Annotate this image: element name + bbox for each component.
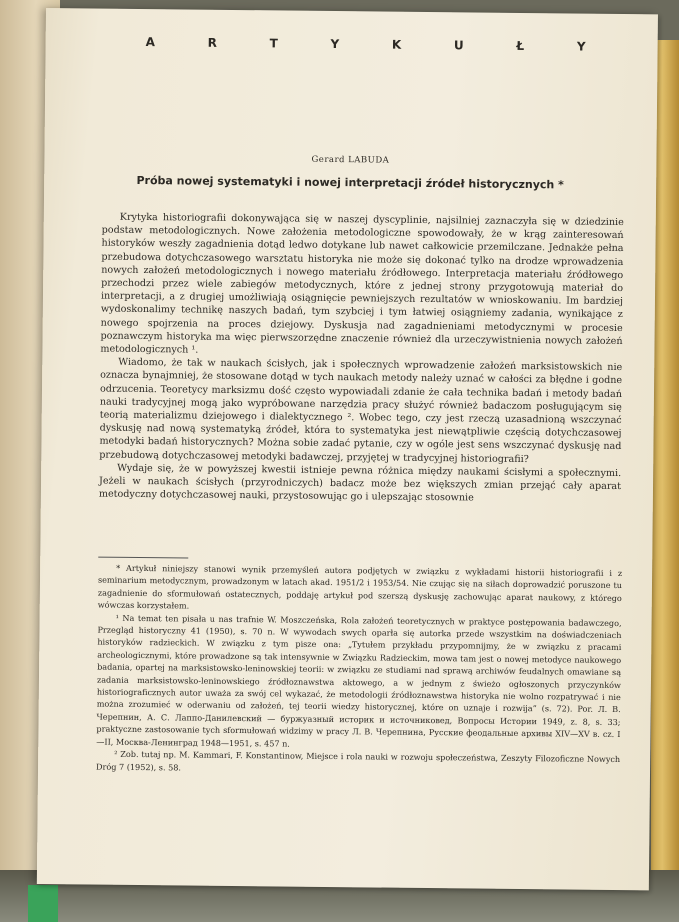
header-letter: Y: [576, 39, 586, 54]
book-page: [37, 8, 658, 890]
body-paragraph: Wiadomo, że tak w naukach ścisłych, jak i społecznych wprowadzenie założeń marksistowskich nie oznacza bynajmniej, że stosowane dotąd w tych naukach metody należy uznać w całości za błędne i godne odrzucenia. Teoretycy marksizmu dość często wypowiadali zdanie że cała technika badań i metody badań nauki tradycyjnej mogą jako wypróbowane narzędzia pracy służyć również badaczom posługującym się teorią materializmu dziejowego i dialektycznego ². Wobec tego, czy jest rzeczą uzasadnioną wszczynać dyskusję nad nową systematyką źródeł, która to systematyka jest niewątpliwie częścią dotychczasowej metodyki badań historycznych? Można sobie zadać pytanie, czy w ogóle jest sens wszczynać dyskusję nad przebudową dotychczasowej metodyki badawczej, przyjętej w tradycyjnej historiografii?: [99, 357, 623, 465]
header-letter: A: [145, 35, 156, 50]
article-title: Próba nowej systematyki i nowej interpretacji źródeł historycznych *: [136, 173, 564, 192]
header-letter: K: [391, 37, 402, 52]
article-author: Gerard LABUDA: [311, 154, 390, 166]
footnote: ² Zob. tutaj np. M. Kammari, F. Konstantinow, Miejsce i rola nauki w rozwoju społeczeństwa, Zeszyty Filozoficzne Nowych Dróg 7 (1952), s. 58.: [96, 748, 621, 772]
section-header: [146, 35, 586, 54]
green-bookmark: [28, 885, 58, 922]
body-paragraph: Wydaje się, że w powyższej kwestii istnieje pewna różnica między naukami ścisłymi a społecznymi. Jeżeli w naukach ścisłych (przyrodniczych) badacz może bez większych zmian przejąć cały aparat metodyczny dotychczasowej nauki, przystosowując go i ulepszając stosownie: [98, 462, 622, 504]
body-paragraph: Krytyka historiografii dokonywająca się w naszej dyscyplinie, najsilniej zaznaczyła się w dziedzinie podstaw metodologicznych. Nowe założenia metodologiczne spowodowały, że w krąg zainteresowań historyków weszły zagadnienia dotąd ledwo dotykane lub nawet całkowicie przemilczane. Jednakże pełna przebudowa dotychczasowego warsztatu historyka nie może się dokonać tylko na drodze wprowadzenia nowych założeń metodologicznych i nowego materiału źródłowego. Interpretacja materiału źródłowego przechodzi przez wiele zabiegów metodycznych, które z jednej strony przygotowują materiał do interpretacji, a z drugiej umożliwiają osiągnięcie pewniejszych rezultatów w wnioskowaniu. Im bardziej wydoskonalimy technikę naszych badań, tym szybciej i tym łatwiej osiągniemy zadania, wynikające z nowego spojrzenia na proces dziejowy. Dyskusja nad zagadnieniami metodycznymi w procesie poznawczym historyka ma więc pierwszorzędne znaczenie również dla urzeczywistnienia nowych założeń metodologicznych ¹.: [100, 211, 624, 356]
header-letter: R: [207, 35, 217, 50]
header-letter: U: [453, 38, 464, 53]
article-body: [99, 211, 624, 507]
footnote-divider: [98, 557, 188, 559]
footnote: * Artykuł niniejszy stanowi wynik przemyśleń autora podjętych w związku z wykładami historii historiografii i z seminarium metodycznym, prowadzonym w latach akad. 1951/2 i 1953/54. Nie czując się na siłach doprowadzić poruszone tu zagadnienie do sformułowań ostatecznych, poddaję artykuł pod szerszą dyskusję zachowując aparat naukowy, z którego wówczas korzystałem.: [97, 562, 623, 611]
footnote: ¹ Na temat ten pisała u nas trafnie W. Moszczeńska, Rola założeń teoretycznych w praktyce postępowania badawczego, Przegląd historyczny 41 (1950), s. 70 n. W wywodach swych oparła się autorka przede wszystkim na doświadczeniach historyków radzieckich. W związku z tym pisze ona: „Tytułem przykładu przypomnijmy, że w związku z pracami archeologicznymi, które prowadzone są tak intensywnie w Związku Radzieckim, mowa tam jest o nowej metodyce naukowego badania, opartej na marksistowsko-leninowskiej teorii: w związku ze studiami nad sprawą archiwów feudalnych omawiane są zadania marksistowsko-leninowskiego źródłoznawstwa aktowego, a w jednym z świeżo ogłoszonych przyczynków historiograficznych autor uważa za swój cel wykazać, że metodologii źródłoznawstwa historyka nie wolno rozpatrywać i nie można zrozumieć w oderwaniu od założeń, tej teorii wiedzy historycznej, które on uznaje i rozwija” (s. 72). Por. Л. В. Черепнин, А. С. Лаппо-Данилевский — буржуазный историк и источниковед, Вопросы Истории 1949, z. 8, s. 33; praktyczne zastosowanie tych sformułowań widzimy w pracy Л. В. Черепнина, Русские феодальные архивы XIV—XV в. cz. I—II, Москва-Ленинград 1948—1951, s. 457 n.: [96, 612, 622, 749]
header-letter: Ł: [516, 38, 525, 54]
footnotes: [96, 562, 622, 778]
header-letter: T: [269, 36, 278, 51]
header-letter: Y: [330, 36, 340, 52]
